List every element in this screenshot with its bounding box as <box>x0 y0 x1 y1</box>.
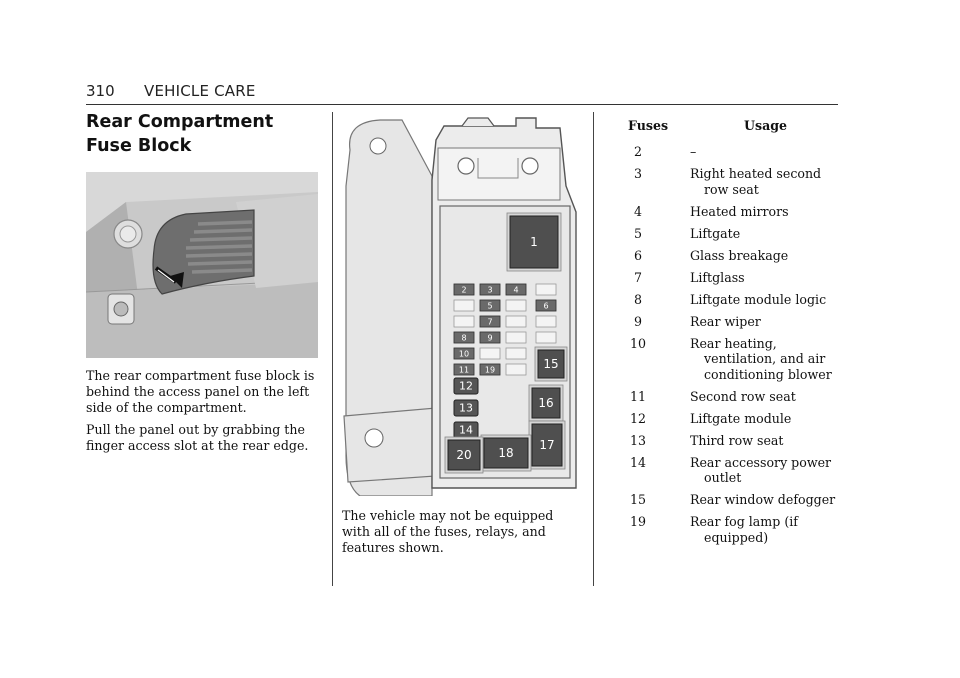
fuse-usage: Liftgate module logic <box>690 291 827 307</box>
empty-fuse-slot <box>506 316 526 327</box>
table-row <box>620 389 842 405</box>
table-row <box>620 248 842 264</box>
fuse-label-13: 13 <box>459 401 473 415</box>
section-title: VEHICLE CARE <box>144 82 256 100</box>
table-row <box>620 455 842 486</box>
fuse-label-19: 19 <box>484 365 496 375</box>
fuse-number: 8 <box>633 291 642 307</box>
fuse-number: 13 <box>629 432 647 448</box>
table-row <box>620 492 842 508</box>
fuse-number: 11 <box>629 388 647 404</box>
fuse-usage: Rear heating, ventilation, and air conditioning blower <box>690 335 832 382</box>
fuse-label-14: 14 <box>459 423 473 437</box>
fuse-usage: Second row seat <box>690 388 796 404</box>
column-divider-right <box>593 112 594 586</box>
fuse-number: 12 <box>629 410 647 426</box>
table-row <box>620 204 842 220</box>
table-row <box>620 144 842 160</box>
empty-fuse-slot <box>506 300 526 311</box>
empty-fuse-slot <box>536 332 556 343</box>
paragraph-removal: Pull the panel out by grabbing the finger access slot at the rear edge. <box>86 422 309 453</box>
fuse-number: 19 <box>629 514 647 529</box>
fuse-number: 5 <box>633 225 642 241</box>
empty-fuse-slot <box>454 316 474 327</box>
table-row <box>620 514 842 545</box>
fuse-usage: Liftglass <box>690 269 745 285</box>
fuse-label-3: 3 <box>487 285 493 295</box>
empty-fuse-slot <box>506 364 526 375</box>
relay-label-18: 18 <box>498 446 514 460</box>
fuse-usage: Right heated second row seat <box>690 166 822 197</box>
fuse-number: 6 <box>633 247 642 263</box>
fuse-label-6: 6 <box>543 301 549 311</box>
page-number: 310 <box>86 82 115 100</box>
fuse-label-5: 5 <box>487 301 493 311</box>
fuse-label-4: 4 <box>513 285 519 295</box>
fuse-label-2: 2 <box>461 285 467 295</box>
fuse-label-7: 7 <box>487 317 493 327</box>
fuse-label-10: 10 <box>458 349 470 359</box>
relay-label-1: 1 <box>530 235 538 249</box>
column-header-usage: Usage <box>744 118 788 133</box>
fuse-label-11: 11 <box>458 365 470 375</box>
left-column <box>86 110 322 453</box>
column-header-fuses: Fuses <box>628 118 669 133</box>
table-row <box>620 411 842 427</box>
fuse-number: 9 <box>633 313 642 329</box>
fuse-usage: Rear window defogger <box>690 492 836 507</box>
fuse-usage: Liftgate module <box>690 410 792 426</box>
table-body <box>620 144 842 545</box>
fuse-number: 10 <box>629 335 647 351</box>
empty-fuse-slot <box>506 348 526 359</box>
table-header <box>620 118 842 144</box>
empty-fuse-slot <box>536 284 556 295</box>
relay-label-20: 20 <box>456 448 472 462</box>
empty-fuse-slot <box>536 316 556 327</box>
table-row <box>620 433 842 449</box>
access-panel-photo <box>86 172 318 358</box>
empty-fuse-slot <box>454 300 474 311</box>
fuse-number: 14 <box>629 454 647 470</box>
empty-fuse-slot <box>506 332 526 343</box>
page-header <box>86 82 838 105</box>
fuse-usage: Rear wiper <box>690 313 761 329</box>
fuse-usage: Liftgate <box>690 225 741 241</box>
table-row <box>620 314 842 330</box>
table-row <box>620 166 842 197</box>
fuse-label-8: 8 <box>461 333 467 343</box>
empty-fuse-slot <box>480 348 500 359</box>
relay-label-16: 16 <box>538 396 554 410</box>
fuse-label-12: 12 <box>459 379 473 393</box>
fuse-usage: Third row seat <box>690 432 784 448</box>
table-row <box>620 226 842 242</box>
fuse-usage: – <box>690 144 697 159</box>
column-divider-left <box>332 112 333 586</box>
fuse-label-9: 9 <box>487 333 493 343</box>
fuse-number: 7 <box>633 269 642 285</box>
fuse-number: 3 <box>633 166 642 181</box>
fuse-usage-table <box>620 118 842 552</box>
fuse-usage: Glass breakage <box>690 247 789 263</box>
paragraph-location: The rear compartment fuse block is behind the access panel on the left side of the compartment. <box>86 368 315 415</box>
fuse-block-diagram <box>340 116 578 496</box>
fuse-number: 15 <box>629 492 647 507</box>
table-row <box>620 292 842 308</box>
section-heading: Rear Compartment Fuse Block <box>86 112 274 156</box>
fuse-usage: Heated mirrors <box>690 203 789 219</box>
relay-label-15: 15 <box>543 357 559 371</box>
relay-label-17: 17 <box>539 438 555 452</box>
table-row <box>620 270 842 286</box>
table-row <box>620 336 842 383</box>
equipment-note: The vehicle may not be equipped with all of the fuses, relays, and features shown. <box>342 508 554 555</box>
fuse-usage: Rear accessory power outlet <box>690 454 832 485</box>
fuse-number: 2 <box>633 144 642 159</box>
fuse-number: 4 <box>633 203 642 219</box>
fuse-usage: Rear fog lamp (if equipped) <box>690 514 798 545</box>
